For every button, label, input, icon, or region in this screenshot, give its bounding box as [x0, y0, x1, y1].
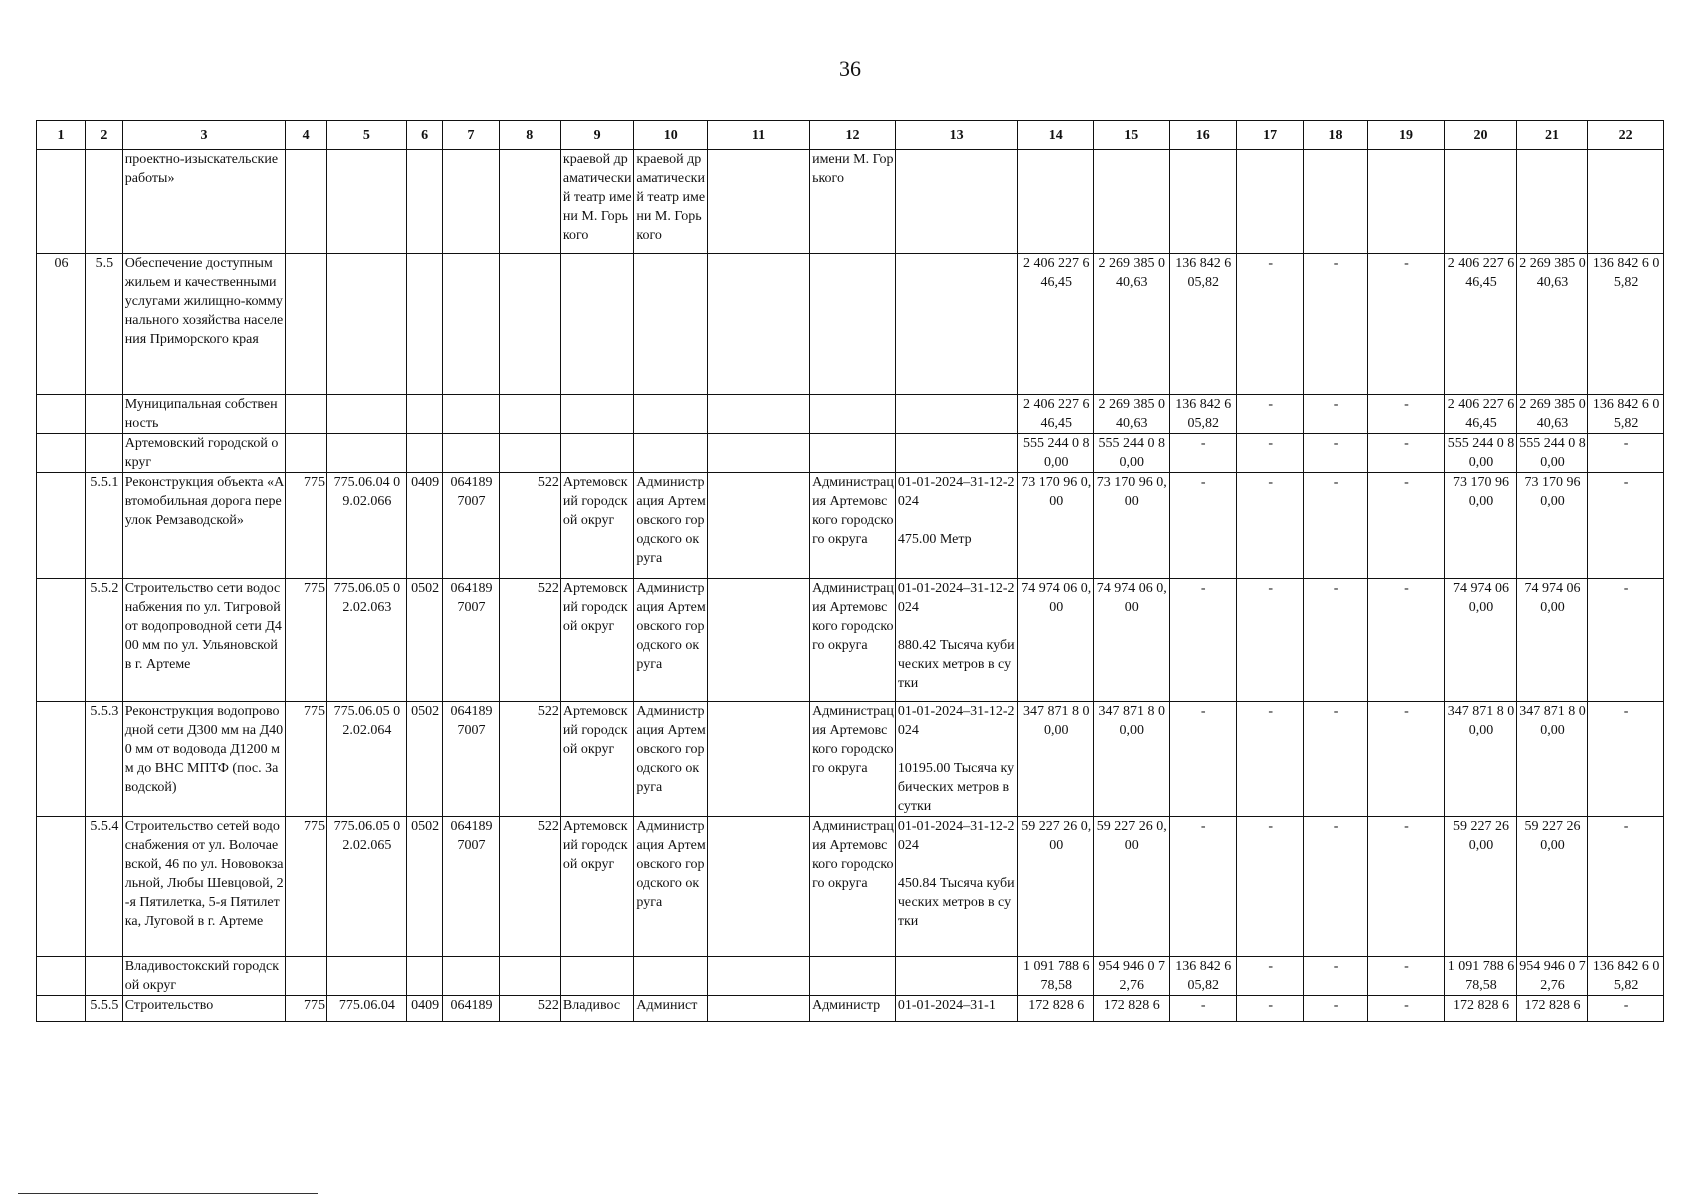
cell-col-10: [634, 395, 708, 434]
cell-col-22: 136 842 6 05,82: [1588, 254, 1664, 395]
cell-col-1: 06: [37, 254, 86, 395]
cell-col-21: 2 269 385 040,63: [1516, 395, 1587, 434]
cell-col-7: [443, 395, 499, 434]
cell-col-2: 5.5.3: [86, 702, 123, 817]
cell-col-15: 2 269 385 040,63: [1093, 254, 1169, 395]
cell-col-4: 775: [286, 996, 327, 1022]
cell-col-2: [86, 395, 123, 434]
cell-col-16: 136 842 6 05,82: [1169, 395, 1236, 434]
cell-col-12: [810, 957, 896, 996]
table-row: [37, 473, 1664, 579]
cell-col-16: -: [1169, 579, 1236, 702]
cell-col-7: [443, 957, 499, 996]
table-row: [37, 996, 1664, 1022]
cell-col-3: Реконструкция водопроводной сети Д300 мм на Д400 мм от водовода Д1200 мм до ВНС МПТФ (пос. Заводской): [122, 702, 285, 817]
cell-col-6: [406, 254, 443, 395]
cell-col-16: -: [1169, 702, 1236, 817]
cell-col-19: -: [1367, 996, 1445, 1022]
cell-col-11: [707, 254, 809, 395]
cell-col-21: 555 244 0 80,00: [1516, 434, 1587, 473]
cell-col-22: -: [1588, 702, 1664, 817]
cell-col-5: [327, 395, 407, 434]
cell-col-16: -: [1169, 817, 1236, 957]
cell-col-1: [37, 817, 86, 957]
cell-col-15: 555 244 0 80,00: [1093, 434, 1169, 473]
cell-col-2: [86, 957, 123, 996]
cell-col-18: -: [1304, 395, 1367, 434]
cell-col-21: [1516, 150, 1587, 254]
cell-col-13: [895, 957, 1018, 996]
cell-col-13: 01-01-2024–31-12-2024 475.00 Метр: [895, 473, 1018, 579]
header-row: [37, 121, 1664, 150]
column-header-22: 22: [1588, 121, 1664, 150]
cell-col-2: 5.5: [86, 254, 123, 395]
cell-col-20: [1445, 150, 1516, 254]
cell-col-13: [895, 395, 1018, 434]
cell-col-4: 775: [286, 579, 327, 702]
cell-col-15: 954 946 0 72,76: [1093, 957, 1169, 996]
cell-col-21: 73 170 96 0,00: [1516, 473, 1587, 579]
cell-col-22: -: [1588, 996, 1664, 1022]
cell-col-17: -: [1236, 579, 1303, 702]
cell-col-9: [560, 434, 634, 473]
cell-col-11: [707, 395, 809, 434]
cell-col-9: Артемовский городской округ: [560, 702, 634, 817]
cell-col-19: -: [1367, 395, 1445, 434]
cell-col-5: [327, 434, 407, 473]
cell-col-10: Администрация Артемовского городского округа: [634, 702, 708, 817]
cell-col-21: 172 828 6: [1516, 996, 1587, 1022]
table-row: [37, 957, 1664, 996]
cell-col-3: Строительство сетей водоснабжения от ул. Волочаевской, 46 по ул. Нововокзальной, Любы Шевцовой, 2-я Пятилетка, 5-я Пятилетка, Луговой в г. Артеме: [122, 817, 285, 957]
cell-col-4: 775: [286, 473, 327, 579]
cell-col-6: 0409: [406, 473, 443, 579]
column-header-4: 4: [286, 121, 327, 150]
cell-col-22: 136 842 6 05,82: [1588, 957, 1664, 996]
cell-col-8: 522: [499, 817, 560, 957]
cell-col-14: 59 227 26 0,00: [1018, 817, 1094, 957]
cell-col-2: 5.5.5: [86, 996, 123, 1022]
cell-col-3: Строительство: [122, 996, 285, 1022]
column-header-14: 14: [1018, 121, 1094, 150]
cell-col-3: Владивостокский городской округ: [122, 957, 285, 996]
column-header-16: 16: [1169, 121, 1236, 150]
column-header-3: 3: [122, 121, 285, 150]
cell-col-3: Обеспечение доступным жильем и качественными услугами жилищно-коммунального хозяйства населения Приморского края: [122, 254, 285, 395]
cell-col-5: 775.06.05 02.02.065: [327, 817, 407, 957]
cell-col-19: -: [1367, 434, 1445, 473]
cell-col-17: -: [1236, 434, 1303, 473]
cell-col-15: 2 269 385 040,63: [1093, 395, 1169, 434]
cell-col-8: 522: [499, 473, 560, 579]
cell-col-21: 59 227 26 0,00: [1516, 817, 1587, 957]
footnote-divider: [18, 1193, 318, 1194]
cell-col-9: [560, 957, 634, 996]
cell-col-14: 1 091 788 678,58: [1018, 957, 1094, 996]
cell-col-21: 954 946 0 72,76: [1516, 957, 1587, 996]
table-row: [37, 817, 1664, 957]
cell-col-15: 59 227 26 0,00: [1093, 817, 1169, 957]
cell-col-6: 0502: [406, 579, 443, 702]
cell-col-4: [286, 957, 327, 996]
cell-col-14: 555 244 0 80,00: [1018, 434, 1094, 473]
cell-col-3: Строительство сети водоснабжения по ул. Тигровой от водопроводной сети Д400 мм по ул. Ульяновской в г. Артеме: [122, 579, 285, 702]
cell-col-2: [86, 150, 123, 254]
cell-col-13: 01-01-2024–31-1: [895, 996, 1018, 1022]
cell-col-6: [406, 150, 443, 254]
cell-col-18: -: [1304, 702, 1367, 817]
cell-col-19: [1367, 150, 1445, 254]
cell-col-15: [1093, 150, 1169, 254]
table-body: [37, 150, 1664, 1022]
cell-col-10: Администрация Артемовского городского округа: [634, 579, 708, 702]
cell-col-13: [895, 254, 1018, 395]
column-header-6: 6: [406, 121, 443, 150]
cell-col-17: [1236, 150, 1303, 254]
cell-col-4: [286, 254, 327, 395]
cell-col-10: [634, 254, 708, 395]
column-header-11: 11: [707, 121, 809, 150]
cell-col-7: 064189 7007: [443, 817, 499, 957]
cell-col-22: -: [1588, 579, 1664, 702]
cell-col-19: -: [1367, 817, 1445, 957]
cell-col-16: 136 842 6 05,82: [1169, 254, 1236, 395]
cell-col-18: -: [1304, 473, 1367, 579]
cell-col-2: 5.5.4: [86, 817, 123, 957]
cell-col-14: [1018, 150, 1094, 254]
table-row: [37, 254, 1664, 395]
cell-col-12: Администрация Артемовского городского округа: [810, 817, 896, 957]
cell-col-8: [499, 434, 560, 473]
cell-col-10: Админист: [634, 996, 708, 1022]
table-row: [37, 150, 1664, 254]
column-header-13: 13: [895, 121, 1018, 150]
column-header-20: 20: [1445, 121, 1516, 150]
cell-col-1: [37, 957, 86, 996]
cell-col-14: 347 871 8 00,00: [1018, 702, 1094, 817]
cell-col-13: [895, 150, 1018, 254]
cell-col-18: -: [1304, 254, 1367, 395]
cell-col-18: [1304, 150, 1367, 254]
cell-col-3: проектно-изыскательские работы»: [122, 150, 285, 254]
register-table: [36, 120, 1664, 1022]
cell-col-17: -: [1236, 395, 1303, 434]
cell-col-6: 0409: [406, 996, 443, 1022]
cell-col-2: 5.5.1: [86, 473, 123, 579]
cell-col-20: 74 974 06 0,00: [1445, 579, 1516, 702]
cell-col-14: 172 828 6: [1018, 996, 1094, 1022]
cell-col-22: 136 842 6 05,82: [1588, 395, 1664, 434]
cell-col-15: 73 170 96 0,00: [1093, 473, 1169, 579]
cell-col-20: 1 091 788 678,58: [1445, 957, 1516, 996]
cell-col-11: [707, 996, 809, 1022]
cell-col-17: -: [1236, 957, 1303, 996]
table-row: [37, 702, 1664, 817]
cell-col-19: -: [1367, 473, 1445, 579]
cell-col-1: [37, 702, 86, 817]
cell-col-17: -: [1236, 996, 1303, 1022]
cell-col-1: [37, 473, 86, 579]
cell-col-18: -: [1304, 579, 1367, 702]
cell-col-17: -: [1236, 254, 1303, 395]
page-number: 36: [839, 56, 861, 81]
cell-col-12: Администрация Артемовского городского округа: [810, 702, 896, 817]
cell-col-6: [406, 395, 443, 434]
table-row: [37, 395, 1664, 434]
cell-col-20: 347 871 8 00,00: [1445, 702, 1516, 817]
column-header-10: 10: [634, 121, 708, 150]
cell-col-21: 2 269 385 040,63: [1516, 254, 1587, 395]
column-header-8: 8: [499, 121, 560, 150]
cell-col-20: 73 170 96 0,00: [1445, 473, 1516, 579]
cell-col-14: 2 406 227 646,45: [1018, 254, 1094, 395]
cell-col-1: [37, 579, 86, 702]
column-header-9: 9: [560, 121, 634, 150]
cell-col-11: [707, 434, 809, 473]
cell-col-11: [707, 473, 809, 579]
column-header-18: 18: [1304, 121, 1367, 150]
cell-col-8: [499, 395, 560, 434]
column-header-2: 2: [86, 121, 123, 150]
cell-col-9: Артемовский городской округ: [560, 817, 634, 957]
cell-col-13: 01-01-2024–31-12-2024 10195.00 Тысяча кубических метров в сутки: [895, 702, 1018, 817]
column-header-15: 15: [1093, 121, 1169, 150]
cell-col-4: [286, 395, 327, 434]
cell-col-9: Артемовский городской округ: [560, 579, 634, 702]
cell-col-5: 775.06.04 09.02.066: [327, 473, 407, 579]
cell-col-5: 775.06.05 02.02.064: [327, 702, 407, 817]
cell-col-14: 73 170 96 0,00: [1018, 473, 1094, 579]
cell-col-3: Артемовский городской округ: [122, 434, 285, 473]
cell-col-10: [634, 434, 708, 473]
cell-col-15: 347 871 8 00,00: [1093, 702, 1169, 817]
cell-col-16: -: [1169, 996, 1236, 1022]
cell-col-6: 0502: [406, 702, 443, 817]
cell-col-10: Администрация Артемовского городского округа: [634, 817, 708, 957]
cell-col-12: [810, 254, 896, 395]
cell-col-2: [86, 434, 123, 473]
cell-col-13: [895, 434, 1018, 473]
table-row: [37, 434, 1664, 473]
column-header-7: 7: [443, 121, 499, 150]
cell-col-5: [327, 150, 407, 254]
cell-col-4: [286, 434, 327, 473]
cell-col-5: 775.06.04: [327, 996, 407, 1022]
cell-col-6: 0502: [406, 817, 443, 957]
cell-col-8: [499, 254, 560, 395]
cell-col-12: [810, 434, 896, 473]
cell-col-15: 172 828 6: [1093, 996, 1169, 1022]
cell-col-4: [286, 150, 327, 254]
cell-col-21: 347 871 8 00,00: [1516, 702, 1587, 817]
cell-col-7: [443, 434, 499, 473]
cell-col-18: -: [1304, 996, 1367, 1022]
column-header-12: 12: [810, 121, 896, 150]
cell-col-13: 01-01-2024–31-12-2024 880.42 Тысяча кубических метров в сутки: [895, 579, 1018, 702]
cell-col-1: [37, 996, 86, 1022]
cell-col-12: Администрация Артемовского городского округа: [810, 473, 896, 579]
cell-col-14: 74 974 06 0,00: [1018, 579, 1094, 702]
cell-col-11: [707, 817, 809, 957]
cell-col-12: Администрация Артемовского городского округа: [810, 579, 896, 702]
cell-col-19: -: [1367, 254, 1445, 395]
cell-col-14: 2 406 227 646,45: [1018, 395, 1094, 434]
cell-col-9: [560, 395, 634, 434]
cell-col-22: -: [1588, 817, 1664, 957]
cell-col-3: Муниципальная собственность: [122, 395, 285, 434]
cell-col-2: 5.5.2: [86, 579, 123, 702]
cell-col-7: 064189 7007: [443, 579, 499, 702]
cell-col-17: -: [1236, 702, 1303, 817]
cell-col-16: [1169, 150, 1236, 254]
cell-col-9: краевой драматический театр имени М. Горького: [560, 150, 634, 254]
cell-col-12: имени М. Горького: [810, 150, 896, 254]
cell-col-9: [560, 254, 634, 395]
cell-col-4: 775: [286, 702, 327, 817]
cell-col-19: -: [1367, 702, 1445, 817]
cell-col-15: 74 974 06 0,00: [1093, 579, 1169, 702]
cell-col-7: [443, 150, 499, 254]
cell-col-18: -: [1304, 957, 1367, 996]
cell-col-7: [443, 254, 499, 395]
cell-col-5: [327, 254, 407, 395]
cell-col-9: Артемовский городской округ: [560, 473, 634, 579]
cell-col-20: 555 244 0 80,00: [1445, 434, 1516, 473]
cell-col-16: -: [1169, 434, 1236, 473]
cell-col-1: [37, 395, 86, 434]
cell-col-16: 136 842 6 05,82: [1169, 957, 1236, 996]
cell-col-8: 522: [499, 579, 560, 702]
cell-col-13: 01-01-2024–31-12-2024 450.84 Тысяча кубических метров в сутки: [895, 817, 1018, 957]
cell-col-22: -: [1588, 473, 1664, 579]
column-header-17: 17: [1236, 121, 1303, 150]
cell-col-11: [707, 957, 809, 996]
column-header-21: 21: [1516, 121, 1587, 150]
cell-col-8: [499, 957, 560, 996]
cell-col-17: -: [1236, 817, 1303, 957]
cell-col-10: Администрация Артемовского городского округа: [634, 473, 708, 579]
cell-col-18: -: [1304, 817, 1367, 957]
cell-col-22: [1588, 150, 1664, 254]
column-header-1: 1: [37, 121, 86, 150]
cell-col-20: 59 227 26 0,00: [1445, 817, 1516, 957]
cell-col-1: [37, 150, 86, 254]
cell-col-5: [327, 957, 407, 996]
cell-col-19: -: [1367, 957, 1445, 996]
cell-col-21: 74 974 06 0,00: [1516, 579, 1587, 702]
cell-col-20: 2 406 227 646,45: [1445, 395, 1516, 434]
cell-col-5: 775.06.05 02.02.063: [327, 579, 407, 702]
cell-col-11: [707, 150, 809, 254]
table-row: [37, 579, 1664, 702]
cell-col-6: [406, 434, 443, 473]
cell-col-18: -: [1304, 434, 1367, 473]
cell-col-8: 522: [499, 996, 560, 1022]
cell-col-12: [810, 395, 896, 434]
cell-col-4: 775: [286, 817, 327, 957]
cell-col-8: [499, 150, 560, 254]
cell-col-1: [37, 434, 86, 473]
cell-col-22: -: [1588, 434, 1664, 473]
column-header-5: 5: [327, 121, 407, 150]
cell-col-11: [707, 702, 809, 817]
cell-col-16: -: [1169, 473, 1236, 579]
cell-col-8: 522: [499, 702, 560, 817]
cell-col-20: 172 828 6: [1445, 996, 1516, 1022]
cell-col-7: 064189 7007: [443, 473, 499, 579]
cell-col-6: [406, 957, 443, 996]
column-header-19: 19: [1367, 121, 1445, 150]
cell-col-7: 064189 7007: [443, 702, 499, 817]
cell-col-12: Администр: [810, 996, 896, 1022]
cell-col-10: [634, 957, 708, 996]
cell-col-10: краевой драматический театр имени М. Горького: [634, 150, 708, 254]
cell-col-11: [707, 579, 809, 702]
cell-col-9: Владивос: [560, 996, 634, 1022]
cell-col-7: 064189: [443, 996, 499, 1022]
cell-col-19: -: [1367, 579, 1445, 702]
cell-col-3: Реконструкция объекта «Автомобильная дорога переулок Ремзаводской»: [122, 473, 285, 579]
cell-col-20: 2 406 227 646,45: [1445, 254, 1516, 395]
cell-col-17: -: [1236, 473, 1303, 579]
